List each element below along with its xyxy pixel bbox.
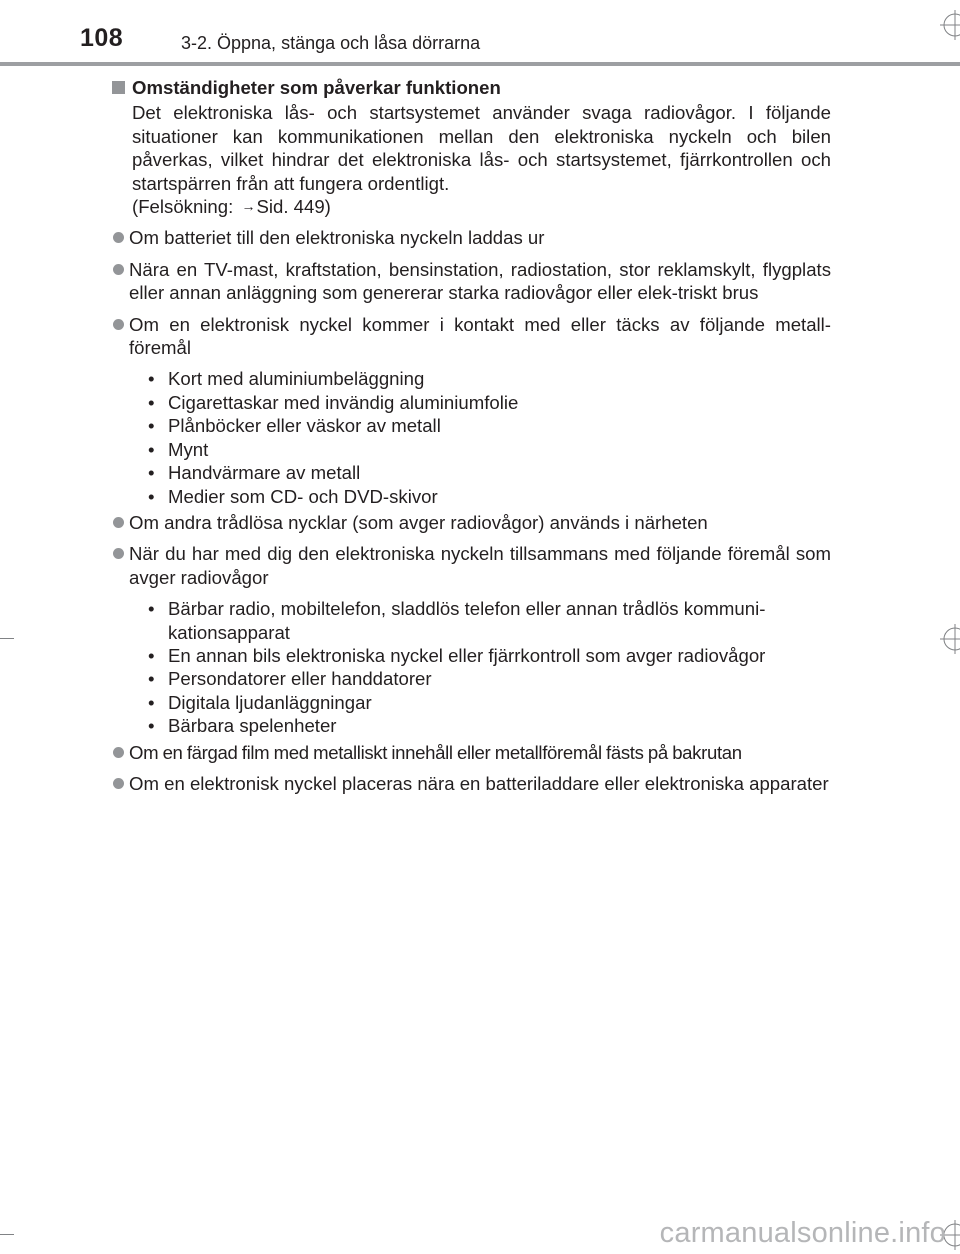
dot-bullet-icon: • <box>148 415 155 437</box>
dot-bullet-icon: • <box>148 644 155 666</box>
header-rule <box>0 62 960 66</box>
intro-text: Det elektroniska lås- och startsystemet använder svaga radiovågor. I följande situationer kan kommunikationen mellan den elektroniska nyckeln och bilen påverkas, vilket hindrar det elektroniska lås- och startsystemet, fjärrkontrollen och startspärren från att fungera ordentligt. <box>132 102 831 194</box>
list-item <box>112 542 831 589</box>
dot-bullet-icon: • <box>148 715 155 737</box>
section-heading-text: Omständigheter som påverkar funktionen <box>132 77 501 98</box>
crop-tick <box>0 1234 14 1235</box>
crop-mark-icon <box>940 10 960 40</box>
list-item-text: Om andra trådlösa nycklar (som avger radiovågor) används i närheten <box>129 511 708 533</box>
sub-list-item: • Persondatorer eller handdatorer <box>148 668 432 690</box>
sub-list-item: • Cigarettaskar med invändig aluminiumfolie <box>148 391 519 413</box>
sub-list <box>148 597 831 737</box>
circle-bullet-icon <box>113 232 124 243</box>
watermark-text: carmanualsonline.info <box>659 1217 946 1249</box>
dot-bullet-icon: • <box>148 485 155 507</box>
sub-list-item: • Kort med aluminiumbeläggning <box>148 368 425 390</box>
list-item <box>112 772 831 795</box>
sub-list-item: • Digitala ljudanläggningar <box>148 691 372 713</box>
square-bullet-icon <box>112 81 125 94</box>
list-item-text: Om en elektronisk nyckel placeras nära en batteriladdare eller elektroniska apparater <box>129 772 829 794</box>
page-number: 108 <box>80 24 124 52</box>
sub-list-item: • En annan bils elektroniska nyckel eller fjärrkontroll som avger radiovågor <box>148 644 766 666</box>
sub-list-item: • Plånböcker eller väskor av metall <box>148 415 441 437</box>
dot-bullet-icon: • <box>148 462 155 484</box>
list-item <box>112 511 831 534</box>
circle-bullet-icon <box>113 548 124 559</box>
circle-bullet-icon <box>113 747 124 758</box>
sub-list-item: • Bärbara spelenheter <box>148 715 337 737</box>
running-head: 3-2. Öppna, stänga och låsa dörrarna <box>181 33 481 53</box>
dot-bullet-icon: • <box>148 668 155 690</box>
sub-list-item: • Bärbar radio, mobiltelefon, sladdlös telefon eller annan trådlös kommuni-kationsapparat <box>148 598 766 643</box>
list-item <box>112 258 831 305</box>
list-item-text: Om en färgad film med metalliskt innehåll eller metallföremål fästs på bakrutan <box>129 741 742 763</box>
circle-bullet-icon <box>113 517 124 528</box>
list-item <box>112 741 831 764</box>
sub-list <box>148 367 831 507</box>
dot-bullet-icon: • <box>148 391 155 413</box>
list-item <box>112 226 831 249</box>
arrow-right-icon: → <box>241 198 256 215</box>
list-item-text: När du har med dig den elektroniska nyckeln tillsammans med följande föremål som avger radiovågor <box>129 543 831 588</box>
crop-mark-icon <box>940 624 960 654</box>
circle-bullet-icon <box>113 319 124 330</box>
sub-list-item: • Mynt <box>148 438 209 460</box>
sub-list-item: • Handvärmare av metall <box>148 462 361 484</box>
dot-bullet-icon: • <box>148 691 155 713</box>
dot-bullet-icon: • <box>148 368 155 390</box>
intro-paragraph <box>132 101 831 218</box>
reference-prefix: (Felsökning: <box>132 196 239 218</box>
list-item-text: Om en elektronisk nyckel kommer i kontakt med eller täcks av följande metall-föremål <box>129 313 831 359</box>
crop-tick <box>0 638 14 639</box>
section-heading <box>112 76 831 99</box>
list-item-text: Nära en TV-mast, kraftstation, bensinstation, radiostation, stor reklamskylt, flygplats eller annan anläggning som genererar starka radiovågor eller elek-triskt brus <box>129 258 831 304</box>
dot-bullet-icon: • <box>148 598 155 620</box>
list-item-text: Om batteriet till den elektroniska nyckeln laddas ur <box>129 227 545 249</box>
reference-link[interactable]: Sid. 449) <box>256 196 331 218</box>
circle-bullet-icon <box>113 778 124 789</box>
sub-list-item: • Medier som CD- och DVD-skivor <box>148 485 438 507</box>
list-item <box>112 313 831 360</box>
reference-line <box>132 195 831 218</box>
dot-bullet-icon: • <box>148 438 155 460</box>
main-content <box>112 76 831 795</box>
circle-bullet-icon <box>113 264 124 275</box>
